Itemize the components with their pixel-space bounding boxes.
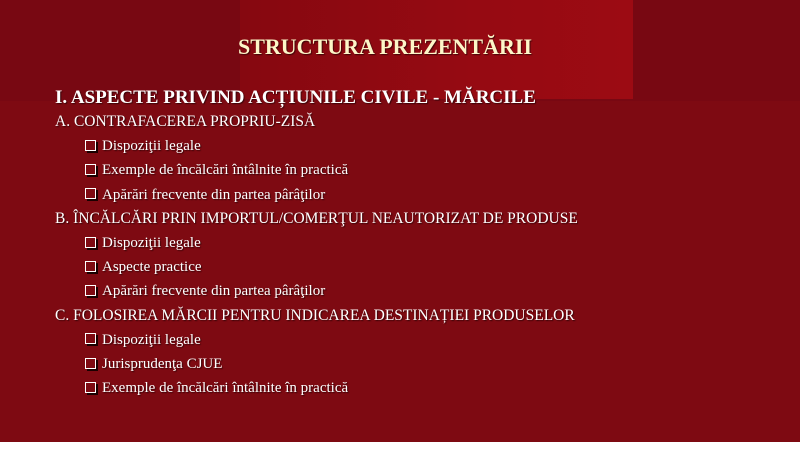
- subsection-c-heading: C. FOLOSIREA MĂRCII PENTRU INDICAREA DESTINAȚIEI PRODUSELOR: [55, 306, 575, 324]
- list-item-text: Dispoziţii legale: [102, 235, 201, 252]
- hollow-square-bullet-icon: [85, 164, 96, 175]
- list-item: [55, 352, 775, 376]
- hollow-square-bullet-icon: [85, 382, 96, 393]
- list-item-text: Apărări frecvente din partea pârâţilor: [102, 186, 326, 203]
- hollow-square-bullet-icon: [85, 140, 96, 151]
- list-item: [55, 134, 775, 158]
- hollow-square-bullet-icon: [85, 358, 96, 369]
- list-item-text: Exemple de încălcări întâlnite în practică: [102, 162, 349, 179]
- list-item: [55, 255, 775, 279]
- slide-title: STRUCTURA PREZENTĂRII: [238, 34, 533, 59]
- list-item-text: Dispoziţii legale: [102, 138, 201, 155]
- list-item: [55, 328, 775, 352]
- list-item: [55, 183, 775, 207]
- list-item: [55, 279, 775, 303]
- hollow-square-bullet-icon: [85, 285, 96, 296]
- list-item: [55, 376, 775, 400]
- list-item: [55, 231, 775, 255]
- list-item-text: Apărări frecvente din partea pârâţilor: [102, 283, 326, 300]
- hollow-square-bullet-icon: [85, 237, 96, 248]
- subsection-b-heading: B. ÎNCĂLCĂRI PRIN IMPORTUL/COMERŢUL NEAUTORIZAT DE PRODUSE: [55, 209, 578, 227]
- slide-bottom-edge: [0, 442, 800, 449]
- hollow-square-bullet-icon: [85, 188, 96, 199]
- list-item-text: Aspecte practice: [102, 259, 202, 276]
- list-item: [55, 158, 775, 182]
- slide-content: [55, 86, 775, 400]
- hollow-square-bullet-icon: [85, 261, 96, 272]
- list-item-text: Dispoziţii legale: [102, 331, 201, 348]
- subsection-a-heading: A. CONTRAFACEREA PROPRIU-ZISĂ: [55, 113, 316, 130]
- hollow-square-bullet-icon: [85, 333, 96, 344]
- list-item-text: Jurisprudenţa CJUE: [102, 356, 223, 373]
- section-heading: I. ASPECTE PRIVIND ACȚIUNILE CIVILE - MĂRCILE: [55, 87, 536, 108]
- list-item-text: Exemple de încălcări întâlnite în practică: [102, 380, 349, 397]
